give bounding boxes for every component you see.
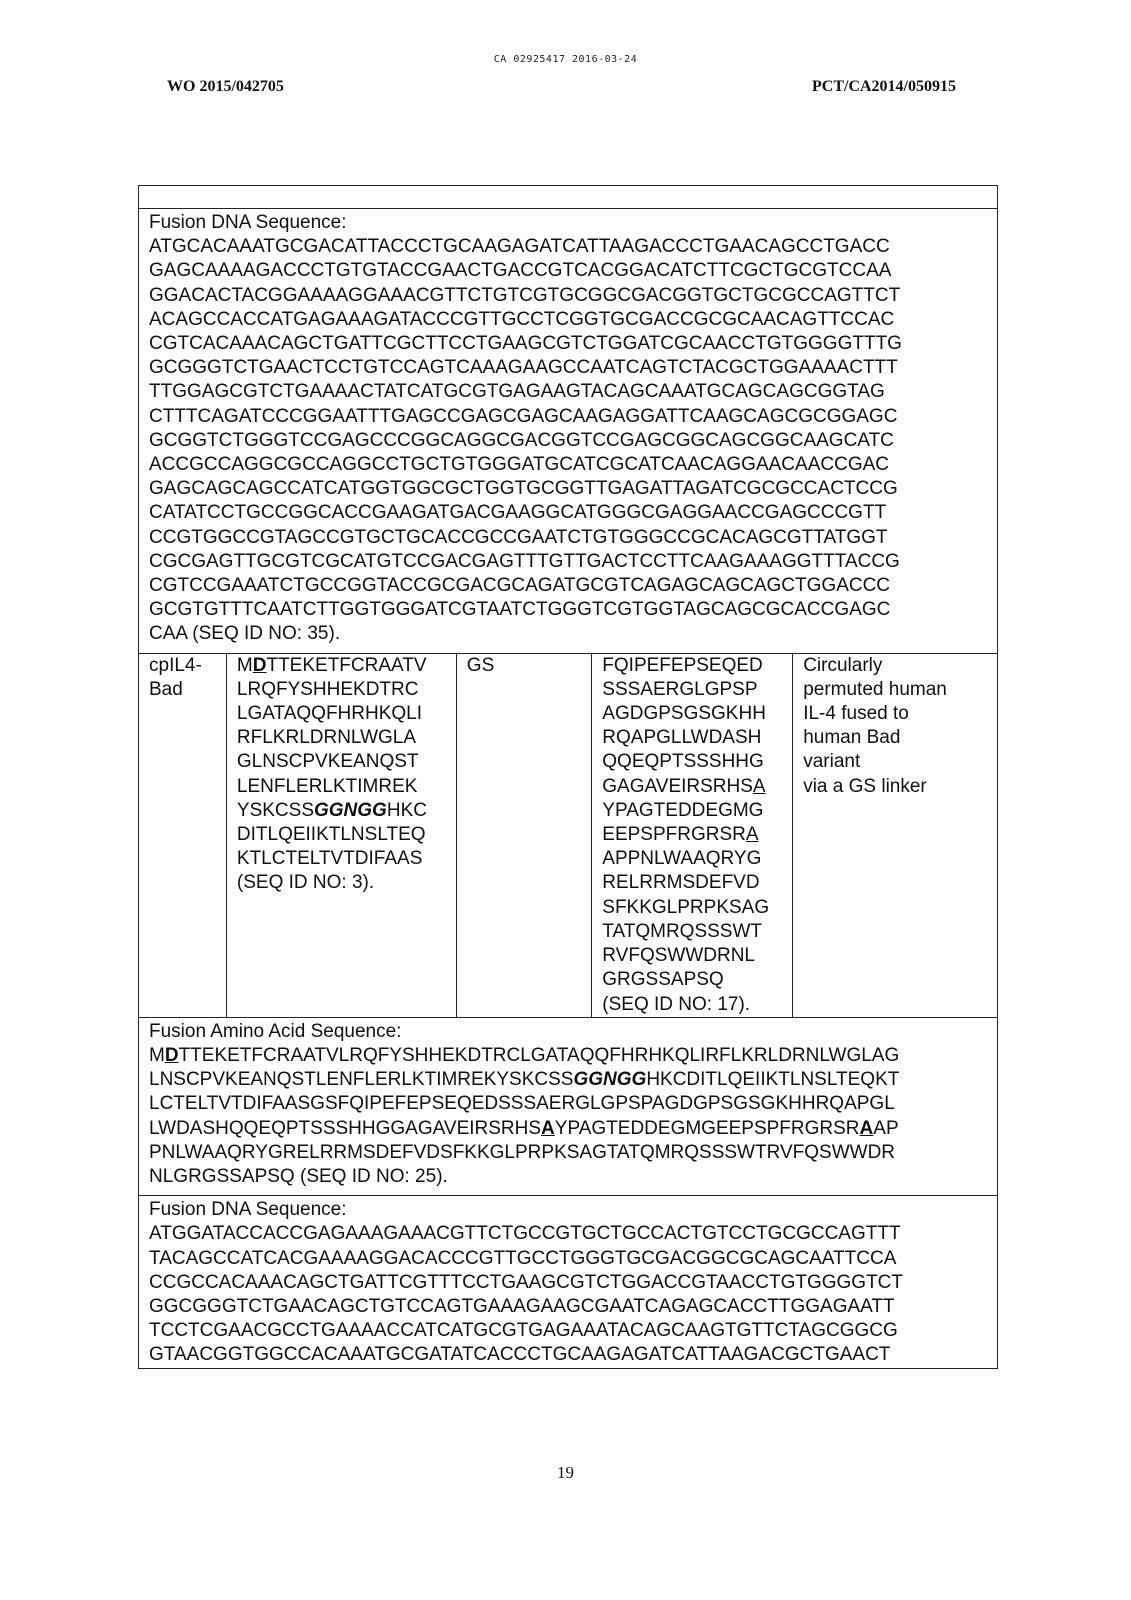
bad-line: QQEQPTSSSHHG xyxy=(602,751,764,773)
il4-line xyxy=(237,799,446,823)
mutated-residue: A xyxy=(859,1117,874,1139)
dna-line: ACCGCCAGGCGCCAGGCCTGCTGTGGGATGCATCGCATCAACAGGAACAACCGAC xyxy=(149,454,889,476)
residue-run: TTEKETFCRAATV xyxy=(266,654,427,676)
internal-linker-residues: GGNGG xyxy=(314,799,387,821)
dna-line: CGTCCGAAATCTGCCGGTACCGCGACGCAGATGCGTCAGAGCAGCAGCTGGACCC xyxy=(149,575,891,597)
bad-line: YPAGTEDDEGMG xyxy=(602,799,764,821)
construct-name-line: Bad xyxy=(149,678,183,700)
mutated-residue: D xyxy=(164,1044,179,1066)
construct-name-cell xyxy=(139,653,227,1017)
il4-line: LGATAQQFHRHKQLI xyxy=(236,703,423,725)
il4-line: GLNSCPVKEANQST xyxy=(236,751,419,773)
bad-line: AGDGPSGSGKHH xyxy=(602,703,766,725)
bad-line: (SEQ ID NO: 17). xyxy=(602,993,751,1015)
bad-line: SSSAERGLGPSP xyxy=(602,678,758,700)
fusion-dna-block-1 xyxy=(139,209,998,654)
block-title: Fusion DNA Sequence: xyxy=(149,212,347,233)
bad-line: RELRRMSDEFVD xyxy=(602,872,760,894)
bad-line xyxy=(602,823,782,847)
bad-line: FQIPEFEPSEQED xyxy=(602,654,763,676)
description-line: human Bad xyxy=(803,727,901,749)
mutated-residue: A xyxy=(745,824,759,846)
dna-line: ATGGATACCACCGAGAAAGAAACGTTCTGCCGTGCTGCCACTGTCCTGCGCCAGTTT xyxy=(149,1223,901,1245)
il4-line: (SEQ ID NO: 3). xyxy=(236,872,375,894)
aa-line xyxy=(149,1044,987,1068)
residue-run: LNSCPVKEANQSTLENFLERLKTIMREKYSKCSS xyxy=(149,1069,574,1091)
dna-line: TACAGCCATCACGAAAAGGACACCCGTTGCCTGGGTGCGACGGCGCAGCAATTCCA xyxy=(149,1247,897,1269)
residue-run: LWDASHQQEQPTSSSHHGGAGAVEIRSRHS xyxy=(149,1117,542,1139)
bad-line: RVFQSWWDRNL xyxy=(602,945,755,967)
dna-line: CTTTCAGATCCCGGAATTTGAGCCGAGCGAGCAAGAGGATTCAAGCAGCGCGGAGC xyxy=(149,405,898,427)
residue-run: GAGAVEIRSRHS xyxy=(602,775,753,797)
description-line: variant xyxy=(803,751,861,773)
fusion-dna-sequence-2 xyxy=(149,1196,987,1367)
page-number: 19 xyxy=(557,1463,574,1482)
description-line: via a GS linker xyxy=(803,775,927,797)
residue: M xyxy=(236,654,253,676)
residue-run: YSKCSS xyxy=(236,799,314,821)
residue-run: EEPSPFRGRSR xyxy=(602,824,746,846)
dna-line: CCGTGGCCGTAGCCGTGCTGCACCGCCGAATCTGTGGGCCGCACAGCGTTATGGT xyxy=(149,526,888,548)
dna-line: TCCTCGAACGCCTGAAAACCATCATGCGTGAGAAATACAGCAAGTGTTCTAGCGGCG xyxy=(149,1320,898,1342)
dna-line: GCGTGTTTCAATCTTGGTGGGATCGTAATCTGGGTCGTGGTAGCAGCGCACCGAGC xyxy=(149,599,891,621)
il4-line: LENFLERLKTIMREK xyxy=(236,775,418,797)
description-cell xyxy=(793,653,998,1017)
mutated-residue: A xyxy=(541,1117,555,1139)
dna-line: GTAACGGTGGCCACAAATGCGATATCACCCTGCAAGAGATCATTAAGACGCTGAACT xyxy=(149,1344,891,1366)
il4-line: LRQFYSHHEKDTRC xyxy=(236,678,419,700)
internal-linker-residues: GGNGG xyxy=(573,1069,647,1091)
dna-line: CCGCCACAAACAGCTGATTCGTTTCCTGAAGCGTCTGGACCGTAACCTGTGGGGTCT xyxy=(149,1271,904,1293)
dna-line: ACAGCCACCATGAGAAAGATACCCGTTGCCTCGGTGCGACCGCGCAACAGTTCCAC xyxy=(149,308,895,330)
il4-line: RFLKRLDRNLWGLA xyxy=(236,727,417,749)
bad-line: APPNLWAAQRYG xyxy=(602,848,762,870)
sequence-table xyxy=(138,185,998,1369)
residue-run: HKC xyxy=(386,799,427,821)
fusion-amino-acid-sequence xyxy=(149,1018,987,1195)
dna-line: GAGCAGCAGCCATCATGGTGGCGCTGGTGCGGTTGAGATTAGATCGCGCCACTCCG xyxy=(149,478,898,500)
bad-sequence-cell xyxy=(592,653,793,1017)
mutated-residue: A xyxy=(752,775,766,797)
aa-line xyxy=(149,1117,987,1141)
linker-sequence: GS xyxy=(466,654,495,676)
aa-line xyxy=(149,1068,987,1092)
linker-cell xyxy=(456,653,591,1017)
pct-application-number: PCT/CA2014/050915 xyxy=(812,78,956,95)
empty-table-row xyxy=(139,186,998,209)
fusion-amino-acid-block xyxy=(139,1017,998,1195)
dna-line: GAGCAAAAGACCCTGTGTACCGAACTGACCGTCACGGACATCTTCGCTGCGTCCAA xyxy=(149,260,892,282)
il4-line: KTLCTELTVTDIFAAS xyxy=(236,848,423,870)
residue-run: YPAGTEDDEGMGEEPSPFRGRSR xyxy=(554,1117,860,1139)
dna-line: CATATCCTGCCGGCACCGAAGATGACGAAGGCATGGGCGAGGAACCGAGCCCGTT xyxy=(149,502,887,524)
mutated-residue: D xyxy=(252,654,267,676)
bad-line xyxy=(602,775,782,799)
bad-line: SFKKGLPRPKSAG xyxy=(602,896,770,918)
aa-line: NLGRGSSAPSQ (SEQ ID NO: 25). xyxy=(149,1165,448,1187)
residue-run: TTEKETFCRAATVLRQFYSHHEKDTRCLGATAQQFHRHKQLIRFLKRLDRNLWGLAG xyxy=(178,1044,900,1066)
il4-line xyxy=(237,654,446,678)
dna-line: GGCGGGTCTGAACAGCTGTCCAGTGAAAGAAGCGAATCAGAGCACCTTGGAGAATT xyxy=(149,1295,895,1317)
bad-line: RQAPGLLWDASH xyxy=(602,727,762,749)
fusion-dna-block-2 xyxy=(139,1196,998,1368)
residue-run: AP xyxy=(873,1117,899,1139)
fusion-dna-sequence-1 xyxy=(149,209,987,653)
dna-line: CGCGAGTTGCGTCGCATGTCCGACGAGTTTGTTGACTCCTTCAAGAAAGGTTTACCG xyxy=(149,550,900,572)
dna-line: ATGCACAAATGCGACATTACCCTGCAAGAGATCATTAAGACCCTGAACAGCCTGACC xyxy=(149,236,890,258)
ca-document-header: CA 02925417 2016-03-24 xyxy=(493,54,638,65)
description-line: IL-4 fused to xyxy=(803,703,909,725)
dna-line: GCGGTCTGGGTCCGAGCCCGGCAGGCGACGGTCCGAGCGGCAGCGGCAAGCATC xyxy=(149,429,894,451)
construct-parts-row xyxy=(139,653,998,1017)
bad-line: GRGSSAPSQ xyxy=(602,969,724,991)
dna-line: GCGGGTCTGAACTCCTGTCCAGTCAAAGAAGCCAATCAGTCTACGCTGGAAAACTTT xyxy=(149,357,898,379)
wo-publication-number: WO 2015/042705 xyxy=(167,78,284,95)
residue: M xyxy=(149,1044,165,1066)
aa-line: PNLWAAQRYGRELRRMSDEFVDSFKKGLPRPKSAGTATQMRQSSSWTRVFQSWWDR xyxy=(149,1141,896,1163)
description-line: permuted human xyxy=(803,678,947,700)
bad-line: TATQMRQSSSWT xyxy=(602,920,763,942)
block-title: Fusion Amino Acid Sequence: xyxy=(149,1020,402,1042)
dna-line: GGACACTACGGAAAAGGAAACGTTCTGTCGTGCGGCGACGGTGCTGCGCCAGTTCT xyxy=(149,284,901,306)
dna-line: CAA (SEQ ID NO: 35). xyxy=(149,623,341,645)
construct-name-line: cpIL4- xyxy=(149,654,202,676)
residue-run: HKCDITLQEIIKTLNSLTEQKT xyxy=(646,1069,900,1091)
description-line: Circularly xyxy=(803,654,883,676)
dna-line: TTGGAGCGTCTGAAAACTATCATGCGTGAGAAGTACAGCAAATGCAGCAGCGGTAG xyxy=(149,381,885,403)
il4-sequence-cell xyxy=(226,653,456,1017)
aa-line: LCTELTVTDIFAASGSFQIPEFEPSEQEDSSSAERGLGPSPAGDGPSGSGKHHRQAPGL xyxy=(149,1093,895,1115)
block-title: Fusion DNA Sequence: xyxy=(149,1199,347,1221)
dna-line: CGTCACAAACAGCTGATTCGCTTCCTGAAGCGTCTGGATCGCAACCTGTGGGGTTTG xyxy=(149,333,902,355)
il4-line: DITLQEIIKTLNSLTEQ xyxy=(236,824,426,846)
